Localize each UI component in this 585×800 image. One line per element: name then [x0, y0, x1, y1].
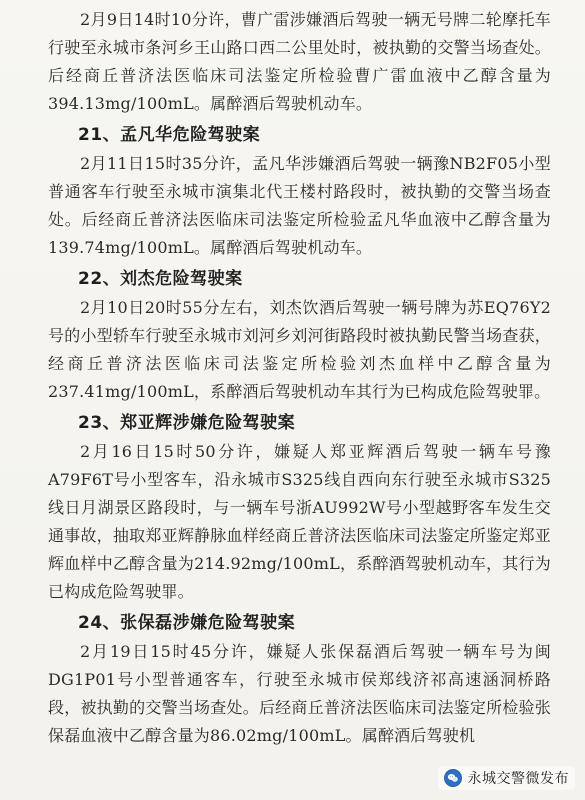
case-24	[48, 608, 551, 750]
case-23	[48, 408, 551, 606]
case-23-body: 2月16日15时50分许，嫌疑人郑亚辉酒后驾驶一辆车号豫A79F6T号小型客车，沿永城市S325线自西向东行驶至永城市S325线日月湖景区路段时，与一辆车号浙AU992W号小型越野客车发生交通事故，抽取郑亚辉静脉血样经商丘普济法医临床司法鉴定所鉴定郑亚辉血样中乙醇含量为214.92mg/100mL，系醉酒驾驶机动车，其行为已构成危险驾驶罪。	[48, 442, 551, 601]
case-21-body: 2月11日15时35分许，孟凡华涉嫌酒后驾驶一辆豫NB2F05小型普通客车行驶至永城市演集北代王楼村路段时，被执勤的交警当场查处。后经商丘普济法医临床司法鉴定所检验孟凡华血液中乙醇含量为139.74mg/100mL。属醉酒后驾驶机动车。	[48, 154, 551, 257]
case-24-body: 2月19日15时45分许，嫌疑人张保磊酒后驾驶一辆车号为闽DG1P01号小型普通客车，行驶至永城市侯郑线济祁高速涵洞桥路段，被执勤的交警当场查处。后经商丘普济法医临床司法鉴定所检验张保磊血液中乙醇含量为86.02mg/100mL。属醉酒后驾驶机	[48, 642, 551, 745]
case-22-body: 2月10日20时55分左右，刘杰饮酒后驾驶一辆号牌为苏EQ76Y2号的小型轿车行驶至永城市刘河乡刘河街路段时被执勤民警当场查获，经商丘普济法医临床司法鉴定所检验刘杰血样中乙醇含量为237.41mg/100mL，系醉酒后驾驶机动车其行为已构成危险驾驶罪。	[48, 298, 551, 401]
watermark	[438, 766, 576, 790]
case-23-title: 23、郑亚辉涉嫌危险驾驶案	[78, 413, 296, 433]
watermark-text: 永城交警微发布	[467, 771, 569, 787]
case-24-title: 24、张保磊涉嫌危险驾驶案	[78, 613, 296, 633]
intro-paragraph: 2月9日14时10分许，曹广雷涉嫌酒后驾驶一辆无号牌二轮摩托车行驶至永城市条河乡王山路口西二公里处时，被执勤的交警当场查处。后经商丘普济法医临床司法鉴定所检验曹广雷血液中乙醇含量为394.13mg/100mL。属醉酒后驾驶机动车。	[48, 10, 551, 113]
case-21	[48, 120, 551, 262]
case-22-title: 22、刘杰危险驾驶案	[78, 269, 243, 289]
wechat-icon	[444, 769, 462, 787]
case-21-title: 21、孟凡华危险驾驶案	[78, 125, 261, 145]
case-22	[48, 264, 551, 406]
